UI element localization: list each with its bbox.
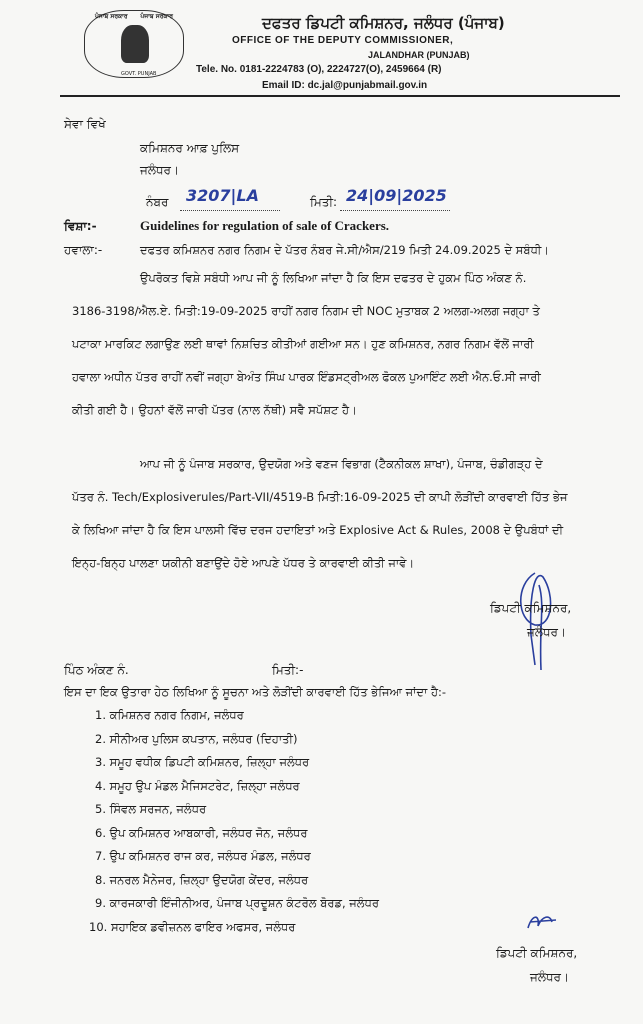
letter-number-value: 3207|LA [186,186,259,205]
paragraph-line: ਇਨ੍ਹ-ਬਿਨ੍ਹ ਪਾਲਣਾ ਯਕੀਨੀ ਬਣਾਉਂਦੇ ਹੋਏ ਆਪਣੇ ਪੱਧਰ ਤੇ ਕਾਰਵਾਈ ਕੀਤੀ ਜਾਵੇ। [72,556,415,570]
list-item: 6. ਉਪ ਕਮਿਸ਼ਨਰ ਆਬਕਾਰੀ, ਜਲੰਧਰ ਜੋਨ, ਜਲੰਧਰ [95,825,308,840]
letterhead-divider [60,95,620,97]
signature-1-designation: ਡਿਪਟੀ ਕਮਿਸ਼ਨਰ, [490,601,572,615]
logo-bottom-text: GOVT. PUNJAB [121,71,157,77]
paragraph-line: ਕੇ ਲਿਖਿਆ ਜਾਂਦਾ ਹੈ ਕਿ ਇਸ ਪਾਲਸੀ ਵਿੱਚ ਦਰਜ ਹਦਾਇਤਾਂ ਅਤੇ Explosive Act & Rules, 2008 ਦੇ ਉਪਬੰਧਾਂ ਦੀ [72,523,564,537]
body-paragraph-2 [72,448,607,580]
paragraph-line: ਪੱਤਰ ਨੰ. Tech/Explosiverules/Part-VII/4519-B ਮਿਤੀ:16-09-2025 ਦੀ ਕਾਪੀ ਲੋੜੀਂਦੀ ਕਾਰਵਾਈ ਹਿੱਤ ਭੇਜ [72,490,568,504]
list-item: 4. ਸਮੂਹ ਉਪ ਮੰਡਲ ਮੈਜਿਸਟਰੇਟ, ਜ਼ਿਲ੍ਹਾ ਜਲੰਧਰ [95,778,300,793]
lion-capital-icon [121,25,149,63]
reference-text: ਦਫਤਰ ਕਮਿਸ਼ਨਰ ਨਗਰ ਨਿਗਮ ਦੇ ਪੱਤਰ ਨੰਬਰ ਜੇ.ਸੀ/ਐਸ/219 ਮਿਤੀ 24.09.2025 ਦੇ ਸਬੰਧੀ। [140,243,550,257]
handwritten-initials-2 [522,908,562,938]
recipient-list [89,708,379,943]
list-item: 1. ਕਮਿਸ਼ਨਰ ਨਗਰ ਨਿਗਮ, ਜਲੰਧਰ [95,708,244,722]
letterhead-email: Email ID: dc.jal@punjabmail.gov.in [262,80,428,91]
logo-right-text: ਪੰਜਾਬ ਸਰਕਾਰ [140,13,173,20]
list-item: 7. ਉਪ ਕਮਿਸ਼ਨਰ ਰਾਜ ਕਰ, ਜਲੰਧਰ ਮੰਡਲ, ਜਲੰਧਰ [95,849,311,863]
paragraph-line: ਉਪਰੋਕਤ ਵਿਸ਼ੇ ਸਬੰਧੀ ਆਪ ਜੀ ਨੂੰ ਲਿਖਿਆ ਜਾਂਦਾ ਹੈ ਕਿ ਇਸ ਦਫਤਰ ਦੇ ਹੁਕਮ ਪਿੰਠ ਅੰਕਣ ਨੰ. [140,271,527,285]
list-item: 9. ਕਾਰਜਕਾਰੀ ਇੰਜੀਨੀਅਰ, ਪੰਜਾਬ ਪ੍ਰਦੂਸ਼ਨ ਕੰਟਰੋਲ ਬੋਰਡ, ਜਲੰਧਰ [95,896,379,910]
subject-text: Guidelines for regulation of sale of Crackers. [140,218,390,233]
paragraph-line: ਕੀਤੀ ਗਈ ਹੈ। ਉਹਨਾਂ ਵੱਲੋਂ ਜਾਰੀ ਪੱਤਰ (ਨਾਲ ਨੱਥੀ) ਸਵੈ ਸਪੱਸ਼ਟ ਹੈ। [72,403,357,417]
recipient-city: ਜਲੰਧਰ। [140,163,180,177]
endorsement-number-label: ਪਿੰਠ ਅੰਕਣ ਨੰ. [64,663,129,677]
recipient: ਕਮਿਸ਼ਨਰ ਆਫ਼ ਪੁਲਿਸ [140,141,240,155]
list-item: 10. ਸਹਾਇਕ ਡਵੀਜ਼ਨਲ ਫਾਇਰ ਅਫਸਰ, ਜਲੰਧਰ [89,919,296,934]
letterhead-title-english: OFFICE OF THE DEPUTY COMMISSIONER, [232,35,454,46]
letterhead-title-punjabi: ਦਫਤਰ ਡਿਪਟੀ ਕਮਿਸ਼ਨਰ, ਜਲੰਧਰ (ਪੰਜਾਬ) [262,14,505,32]
list-item: 3. ਸਮੂਹ ਵਧੀਕ ਡਿਪਟੀ ਕਮਿਸ਼ਨਰ, ਜ਼ਿਲ੍ਹਾ ਜਲੰਧਰ [95,755,310,769]
subject-label: ਵਿਸ਼ਾ:- [64,219,97,233]
list-item: 5. ਸਿੰਵਲ ਸਰਜਨ, ਜਲੰਧਰ [95,802,207,816]
signature-1-city: ਜਲੰਧਰ। [527,625,567,639]
list-item: 8. ਜਨਰਲ ਮੈਨੇਜਰ, ਜ਼ਿਲ੍ਹਾ ਉਦਯੋਗ ਕੇਂਦਰ, ਜਲੰਧਰ [95,872,309,887]
list-item: 2. ਸੀਨੀਅਰ ਪੁਲਿਸ ਕਪਤਾਨ, ਜਲੰਧਰ (ਦਿਹਾਤੀ) [95,731,298,746]
paragraph-line: 3186-3198/ਐਲ.ਏ. ਮਿਤੀ:19-09-2025 ਰਾਹੀਂ ਨਗਰ ਨਿਗਮ ਦੀ NOC ਮੁਤਾਬਕ 2 ਅਲਗ-ਅਲਗ ਜਗ੍ਹਾ ਤੇ [72,304,540,318]
paragraph-line: ਪਟਾਕਾ ਮਾਰਕਿਟ ਲਗਾਉਣ ਲਈ ਥਾਵਾਂ ਨਿਸ਼ਚਿਤ ਕੀਤੀਆਂ ਗਈਆ ਸਨ। ਹੁਣ ਕਮਿਸ਼ਨਰ, ਨਗਰ ਨਿਗਮ ਵੱਲੋਂ ਜਾਰੀ [72,337,534,351]
punjab-emblem-logo [84,10,184,78]
paragraph-line: ਹਵਾਲਾ ਅਧੀਨ ਪੱਤਰ ਰਾਹੀਂ ਨਵੀਂ ਜਗ੍ਹਾ ਬੇਅੰਤ ਸਿੰਘ ਪਾਰਕ ਇੰਡਸਟ੍ਰੀਅਲ ਫੋਕਲ ਪੁਆਇੰਟ ਲਈ ਐਨ.ਓ.ਸੀ ਜਾਰੀ [72,370,541,384]
signature-2-designation: ਡਿਪਟੀ ਕਮਿਸ਼ਨਰ, [496,946,578,960]
endorsement-intro: ਇਸ ਦਾ ਇਕ ਉਤਾਰਾ ਹੇਠ ਲਿਖਿਆ ਨੂੰ ਸੂਚਨਾ ਅਤੇ ਲੋੜੀਂਦੀ ਕਾਰਵਾਈ ਹਿੱਤ ਭੇਜਿਆ ਜਾਂਦਾ ਹੈ:- [64,685,447,699]
number-underline [180,210,280,211]
letter-date-label: ਮਿਤੀ: [310,195,338,209]
letter-number-label: ਨੰਬਰ [146,195,169,209]
letter-date-value: 24|09|2025 [346,186,447,205]
endorsement-date-label: ਮਿਤੀ:- [272,663,304,677]
logo-left-text: ਪੰਜਾਬ ਸਰਕਾਰ [95,13,128,20]
handwritten-signature-1 [505,565,565,675]
signature-2-city: ਜਲੰਧਰ। [530,970,570,984]
salutation: ਸੇਵਾ ਵਿਖੇ [64,117,106,131]
letterhead-city: JALANDHAR (PUNJAB) [368,50,470,60]
letterhead-telephone: Tele. No. 0181-2224783 (O), 2224727(O), 2459664 (R) [196,64,442,75]
body-paragraph-1 [72,262,607,427]
reference-label: ਹਵਾਲਾ:- [64,243,103,257]
paragraph-line: ਆਪ ਜੀ ਨੂੰ ਪੰਜਾਬ ਸਰਕਾਰ, ਉਦਯੋਗ ਅਤੇ ਵਣਜ ਵਿਭਾਗ (ਟੈਕਨੀਕਲ ਸ਼ਾਖਾ), ਪੰਜਾਬ, ਚੰਡੀਗੜ੍ਹ ਦੇ [140,457,543,471]
date-underline [340,210,450,211]
